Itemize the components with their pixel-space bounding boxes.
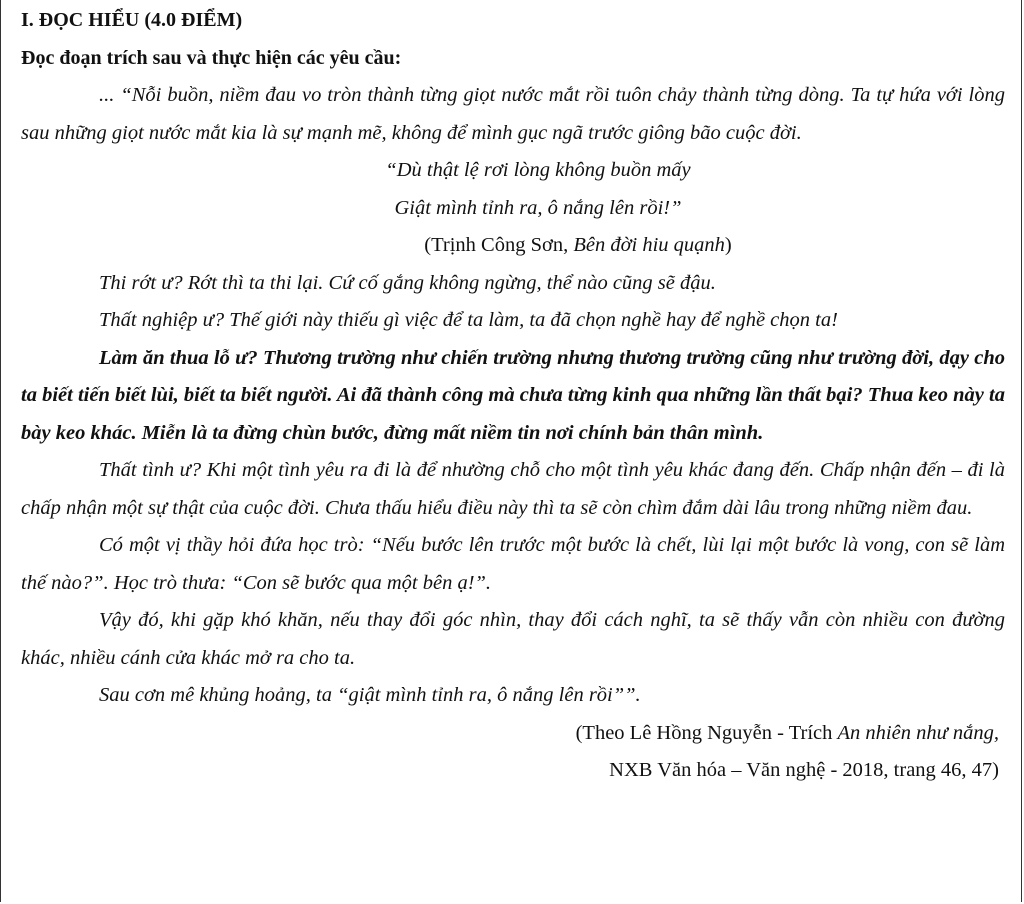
poem-source-end: ) <box>724 234 732 256</box>
passage-paragraph-3: Thất nghiệp ư? Thế giới này thiếu gì việc để ta làm, ta đã chọn nghề hay để nghề chọn ta! <box>99 309 838 331</box>
passage-paragraph-5: Thất tình ư? Khi một tình yêu ra đi là để nhường chỗ cho một tình yêu khác đang đến. Chấp nhận đến – đi là chấp nhận một sự thật của cuộc đời. Chưa thấu hiểu điều này thì ta sẽ còn chìm đắm dài lâu trong những niềm đau. <box>21 459 1005 519</box>
poem-line-2: Giật mình tỉnh ra, ô nắng lên rồi!” <box>394 196 682 219</box>
poem-line-1: “Dù thật lệ rơi lòng không buồn mấy <box>385 159 691 181</box>
reading-section <box>21 2 1005 790</box>
passage-paragraph-8: Sau cơn mê khủng hoảng, ta “giật mình tỉnh ra, ô nắng lên rồi””. <box>99 684 641 706</box>
passage-paragraph-1: ... “Nỗi buồn, niềm đau vo tròn thành từng giọt nước mắt rồi tuôn chảy thành từng dòng. Ta tự hứa với lòng sau những giọt nước mắt kia là sự mạnh mẽ, không để mình gục ngã trước giông bão cuộc đời. <box>21 84 1005 144</box>
passage-paragraph-7: Vậy đó, khi gặp khó khăn, nếu thay đổi góc nhìn, thay đổi cách nghĩ, ta sẽ thấy vẫn còn nhiều con đường khác, nhiều cánh cửa khác mở ra cho ta. <box>21 609 1005 669</box>
poem-source <box>21 227 1005 265</box>
poem-source-author: (Trịnh Công Sơn, <box>424 234 574 256</box>
passage-paragraph-2: Thi rớt ư? Rớt thì ta thi lại. Cứ cố gắng không ngừng, thể nào cũng sẽ đậu. <box>99 271 716 294</box>
reference-line-2: NXB Văn hóa – Văn nghệ - 2018, trang 46, 47) <box>609 759 999 781</box>
reference-line-1 <box>21 715 1005 753</box>
reference-prefix: (Theo Lê Hồng Nguyễn - Trích <box>575 721 838 744</box>
passage-paragraph-4-bold: Làm ăn thua lỗ ư? Thương trường như chiến trường nhưng thương trường cũng như trường đời, dạy cho ta biết tiến biết lùi, biết ta biết người. Ai đã thành công mà chưa từng kinh qua những lần thất bại? Thua keo này ta bày keo khác. Miễn là ta đừng chùn bước, đừng mất niềm tin nơi chính bản thân mình. <box>21 346 1005 444</box>
poem-source-title: Bên đời hiu quạnh <box>573 234 725 256</box>
section-heading: I. ĐỌC HIỂU (4.0 ĐIỂM) <box>21 9 243 31</box>
passage-paragraph-6: Có một vị thầy hỏi đứa học trò: “Nếu bước lên trước một bước là chết, lùi lại một bước là vong, con sẽ làm thế nào?”. Học trò thưa: “Con sẽ bước qua một bên ạ!”. <box>21 534 1005 594</box>
instruction-text: Đọc đoạn trích sau và thực hiện các yêu cầu: <box>21 46 402 69</box>
reference-book-title: An nhiên như nắng, <box>837 721 999 744</box>
